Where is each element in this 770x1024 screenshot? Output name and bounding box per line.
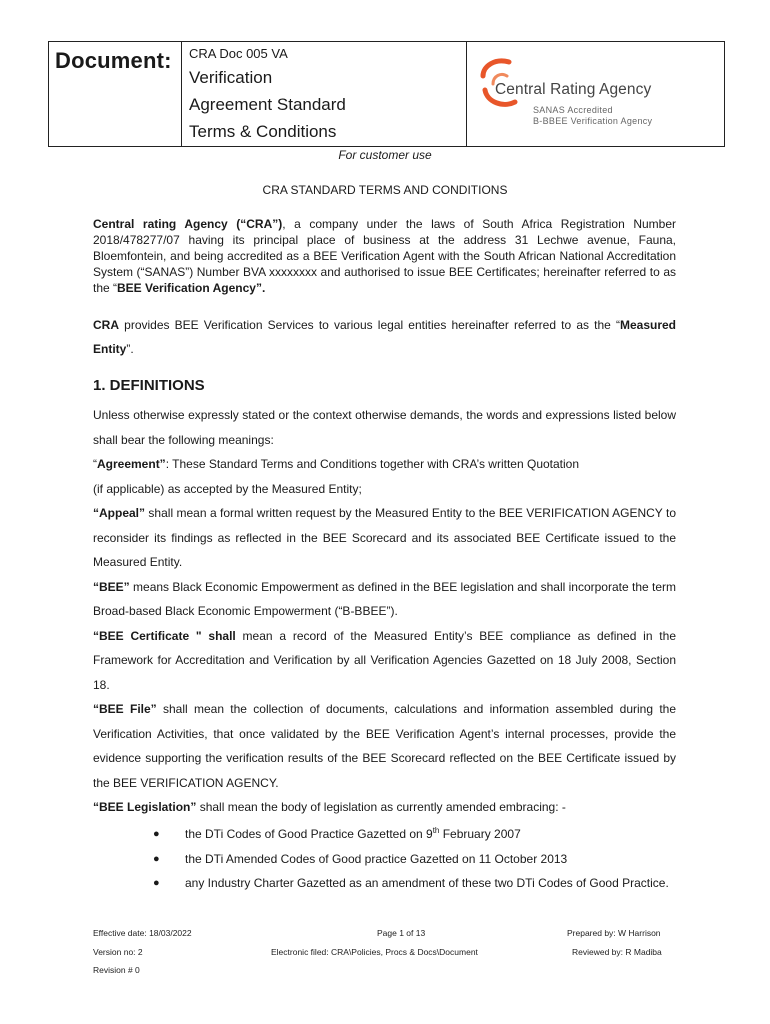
definition-term: “BEE Legislation” <box>93 800 197 814</box>
definition-text: shall mean the collection of documents, calculations and information assembled during the Verification Activities, that once validated by the BEE Verification Agent’s internal processes, provide the evidence supporting the verification results of the BEE Scorecard reflected on the BEE Certificate issued by the BEE VERIFICATION AGENCY. <box>93 702 677 790</box>
footer-file-path: Electronic filed: CRA\Policies, Procs & Docs\Document <box>271 947 478 957</box>
footer-version: Version no: 2 <box>93 947 143 957</box>
bullet-icon: ● <box>153 877 160 889</box>
document-title-line: Agreement Standard <box>189 95 346 114</box>
document-title <box>189 64 459 145</box>
definitions-intro: Unless otherwise expressly stated or the context otherwise demands, the words and expressions listed below shall bear the following meanings: <box>93 408 676 447</box>
definition-bee-certificate <box>93 624 676 698</box>
bullet-icon: ● <box>153 853 160 865</box>
bullet-text: any Industry Charter Gazetted as an amendment of these two DTi Codes of Good Practice. <box>185 876 669 890</box>
document-label-cell <box>49 42 182 146</box>
bullet-text: the DTi Amended Codes of Good practice Gazetted on 11 October 2013 <box>185 852 568 866</box>
definition-term: “BEE” <box>93 579 130 594</box>
bullet-icon: ● <box>153 828 160 840</box>
definition-term: “BEE Certificate " shall <box>93 628 236 643</box>
bullet-text-part: the DTi Codes of Good Practice Gazetted on 9 <box>185 827 433 841</box>
logo-accreditation: SANAS Accredited <box>533 105 613 115</box>
services-end: ”. <box>126 342 134 356</box>
definition-bee <box>93 575 676 624</box>
document-title-line: Terms & Conditions <box>189 122 337 141</box>
definition-text: : These Standard Terms and Conditions together with CRA’s written Quotation <box>165 457 580 471</box>
definition-agreement-cont: (if applicable) as accepted by the Measured Entity; <box>93 481 362 496</box>
intro-agency-term: BEE Verification Agency”. <box>117 281 266 295</box>
document-header-table <box>48 41 725 147</box>
services-paragraph <box>93 313 676 361</box>
document-title-line: Verification <box>189 68 273 87</box>
definition-term: “Appeal” <box>93 506 146 520</box>
footer-effective-date: Effective date: 18/03/2022 <box>93 928 192 938</box>
services-body: provides BEE Verification Services to various legal entities hereinafter referred to as the “ <box>119 318 620 332</box>
main-heading: CRA STANDARD TERMS AND CONDITIONS <box>262 183 508 197</box>
intro-body: , a company under the laws of South Africa Registration Number 2018/478277/07 having its principal place of business at the address 31 Lechwe avenue, Fauna, Bloemfontein, and being accredited as a BEE Verification Agent with the South African National Accreditation System (“SANAS”) Number BVA xxxxxxxx and authorised to issue BEE Certificates; hereinafter referred to as the “ <box>93 217 676 295</box>
bullet-text-part: February 2007 <box>439 827 521 841</box>
document-title-cell <box>182 42 467 146</box>
definition-appeal <box>93 501 676 575</box>
definition-agreement <box>93 452 676 477</box>
definitions-heading: 1. DEFINITIONS <box>93 377 205 394</box>
logo-company-name: Central Rating Agency <box>495 81 652 98</box>
footer-reviewed-by: Reviewed by: R Madiba <box>572 947 662 957</box>
definition-term: “BEE File” <box>93 702 157 716</box>
intro-paragraph <box>93 216 676 296</box>
definition-text: mean a record of the Measured Entity’s BEE compliance as defined in the Framework for Accreditation and Verification by all Verification Agencies Gazetted on 18 July 2008, Section 18. <box>93 628 676 692</box>
footer-revision: Revision # 0 <box>93 965 140 975</box>
services-cra: CRA <box>93 318 119 332</box>
services-measured-entity: Measured Entity <box>93 318 676 356</box>
for-customer-use-label: For customer use <box>338 148 432 162</box>
bullet-text <box>185 822 678 847</box>
logo-agency-type: B-BBEE Verification Agency <box>533 116 653 126</box>
definition-term: Agreement” <box>97 457 166 471</box>
definition-text: shall mean the body of legislation as currently amended embracing: - <box>196 800 566 814</box>
definition-text: shall mean a formal written request by the Measured Entity to the BEE VERIFICATION AGENCY to reconsider its findings as reflected in the BEE Scorecard and its associated BEE Certificate issued to the Measured Entity. <box>93 506 676 569</box>
logo-cell <box>467 42 724 146</box>
definition-bee-file <box>93 697 676 795</box>
ordinal-suffix: th <box>432 826 440 835</box>
footer-prepared-by: Prepared by: W Harrison <box>567 928 661 938</box>
footer-page-number: Page 1 of 13 <box>377 928 426 938</box>
definition-text: means Black Economic Empowerment as defined in the BEE legislation and shall incorporate the term Broad-based Black Economic Empowerment (“B-BBEE”). <box>93 579 676 618</box>
document-label: Document: <box>55 48 172 73</box>
quote-mark: “ <box>93 457 97 471</box>
definitions-list <box>93 403 676 820</box>
document-code: CRA Doc 005 VA <box>189 46 288 61</box>
definition-bee-legislation <box>93 795 676 820</box>
intro-company-name: Central rating Agency (“CRA”) <box>93 217 283 231</box>
